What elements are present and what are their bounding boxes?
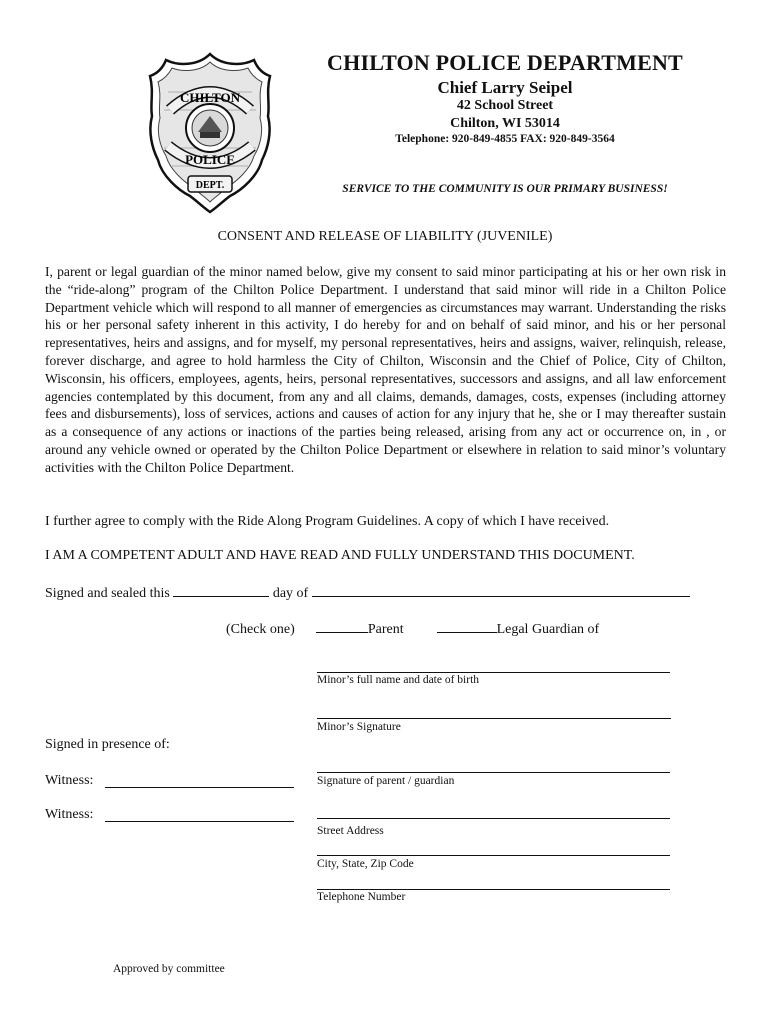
document-title: CONSENT AND RELEASE OF LIABILITY (JUVENILE) [217,229,553,244]
parent-check-field[interactable] [316,621,368,633]
witness-label-1: Witness: [45,773,94,788]
day-field[interactable] [173,585,269,597]
witness-label-2: Witness: [45,807,94,822]
presence-label: Signed in presence of: [45,737,170,752]
guidelines-agreement: I further agree to comply with the Ride Along Program Guidelines. A copy of which I have received. [45,514,610,529]
witness-2-field[interactable] [105,821,294,822]
minor-name-field[interactable] [317,672,670,673]
police-badge-icon [148,52,272,214]
witness-1-field[interactable] [105,787,294,788]
month-year-field[interactable] [312,585,690,597]
svg-text:CHILTON: CHILTON [180,90,240,105]
svg-text:POLICE: POLICE [185,152,235,167]
day-of-label: day of [272,586,309,601]
release-paragraph: I, parent or legal guardian of the minor named below, give my consent to said minor participating at his or her own risk in the “ride-along” program of the Chilton Police Department. I understand that said minor will ride in a Chilton Police Department vehicle which will respond to all manner of emergencies as circumstances may warrant. Understanding the risks his or her personal safety inherent in this activity, I do hereby for and on behalf of said minor, and his or her personal representatives, heirs and assigns, and for myself, my personal representatives, heirs and assigns, waiver, relinquish, release, forever discharge, and agree to hold harmless the City of Chilton, Wisconsin and the Chief of Police, City of Chilton, Wisconsin, his officers, employees, agents, heirs, personal representatives, successors and assigns, and all law enforcement agencies contemplated by this document, from any and all claims, demands, damages, costs, expenses (including attorney fees and disbursements), loss of services, actions and causes of action for any injury that he, she or I may thereafter sustain as a consequence of any actions or inactions of the parties being released, arising from any act or occurrence on, in , or around any vehicle owned or operated by the Chilton Police Department or elsewhere in relation to said minor’s voluntary activities with the Chilton Police Department. [45,264,726,475]
check-one-row [226,621,599,638]
street-address: 42 School Street [456,98,554,113]
minor-signature-caption: Minor’s Signature [317,721,401,733]
competent-statement: I AM A COMPETENT ADULT AND HAVE READ AND FULLY UNDERSTAND THIS DOCUMENT. [45,548,635,563]
street-address-caption: Street Address [317,825,384,837]
sealed-label: Signed and sealed this [45,586,170,601]
parent-label: Parent [367,622,404,637]
telephone-caption: Telephone Number [317,891,406,903]
parent-signature-caption: Signature of parent / guardian [317,775,455,787]
svg-text:DEPT.: DEPT. [195,180,225,191]
department-name: CHILTON POLICE DEPARTMENT [327,50,683,75]
parent-signature-field[interactable] [317,772,670,773]
minor-signature-field[interactable] [317,718,671,719]
telephone-field[interactable] [317,889,670,890]
approved-note: Approved by committee [113,963,225,975]
street-address-field[interactable] [317,818,670,819]
motto: SERVICE TO THE COMMUNITY IS OUR PRIMARY BUSINESS! [342,183,668,195]
city-state-zip-caption: City, State, Zip Code [317,858,414,870]
guardian-check-field[interactable] [437,621,497,633]
signed-sealed-line [45,585,690,602]
check-one-label: (Check one) [226,622,295,637]
chief-name: Chief Larry Seipel [437,78,573,97]
city-state-zip-field[interactable] [317,855,670,856]
city-state-zip: Chilton, WI 53014 [450,116,560,131]
phone-fax: Telephone: 920-849-4855 FAX: 920-849-3564 [395,133,615,145]
minor-name-caption: Minor’s full name and date of birth [317,674,480,686]
guardian-label: Legal Guardian of [496,622,600,637]
